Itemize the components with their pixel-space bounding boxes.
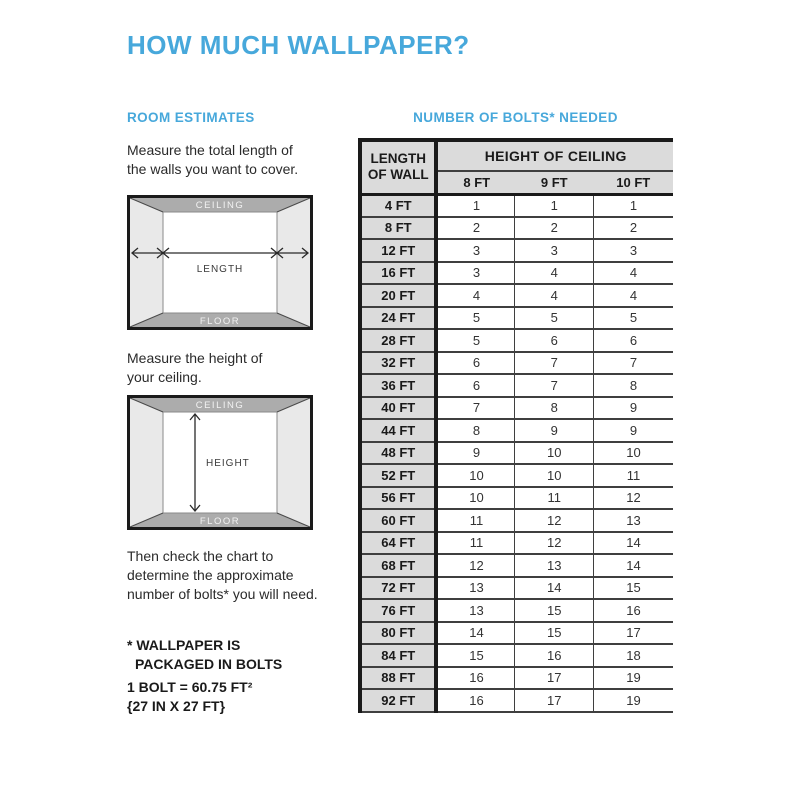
wall-length-label: 84 FT xyxy=(360,644,436,667)
wall-length-label: 24 FT xyxy=(360,307,436,330)
bolts-cell-8ft: 11 xyxy=(436,509,515,532)
bolts-cell-10ft: 1 xyxy=(593,194,673,217)
table-row xyxy=(360,397,673,420)
table-row xyxy=(360,667,673,690)
ceiling-label: CEILING xyxy=(195,400,245,411)
wall-length-label: 16 FT xyxy=(360,262,436,285)
wall-length-label: 72 FT xyxy=(360,577,436,600)
bolts-cell-8ft: 1 xyxy=(436,194,515,217)
bolts-cell-8ft: 8 xyxy=(436,419,515,442)
left-wall xyxy=(130,198,163,327)
right-wall xyxy=(277,398,310,527)
wall-length-label: 60 FT xyxy=(360,509,436,532)
bolts-cell-8ft: 11 xyxy=(436,532,515,555)
bolts-cell-10ft: 2 xyxy=(593,217,673,240)
table-row xyxy=(360,689,673,712)
step2-instruction xyxy=(127,349,337,387)
page-title: HOW MUCH WALLPAPER? xyxy=(127,30,470,60)
bolts-cell-10ft: 3 xyxy=(593,239,673,262)
table-group-header-row xyxy=(360,140,673,171)
bolts-cell-10ft: 11 xyxy=(593,464,673,487)
bolts-cell-10ft: 12 xyxy=(593,487,673,510)
bolts-cell-8ft: 2 xyxy=(436,217,515,240)
bolts-cell-10ft: 5 xyxy=(593,307,673,330)
wall-length-label: 52 FT xyxy=(360,464,436,487)
bolts-cell-9ft: 15 xyxy=(515,599,594,622)
step3-instruction xyxy=(127,547,357,604)
table-row xyxy=(360,509,673,532)
bolts-cell-9ft: 4 xyxy=(515,284,594,307)
row-header-line2: OF WALL xyxy=(367,167,429,183)
bolts-cell-8ft: 16 xyxy=(436,689,515,712)
bolts-cell-8ft: 10 xyxy=(436,487,515,510)
height-label: HEIGHT xyxy=(206,458,250,469)
floor-label: FLOOR xyxy=(199,316,241,327)
table-row xyxy=(360,217,673,240)
bolts-cell-9ft: 1 xyxy=(515,194,594,217)
bolts-cell-8ft: 15 xyxy=(436,644,515,667)
wall-length-label: 56 FT xyxy=(360,487,436,510)
bolts-cell-8ft: 16 xyxy=(436,667,515,690)
back-wall xyxy=(163,212,277,313)
column-header-8ft: 8 FT xyxy=(436,171,515,194)
wallpaper-bolts-footnote xyxy=(127,636,282,674)
bolts-cell-9ft: 12 xyxy=(515,532,594,555)
wall-length-label: 76 FT xyxy=(360,599,436,622)
wall-length-label: 8 FT xyxy=(360,217,436,240)
step1-instruction xyxy=(127,141,337,179)
bolts-cell-8ft: 4 xyxy=(436,284,515,307)
wall-length-label: 12 FT xyxy=(360,239,436,262)
footnote-line2: PACKAGED IN BOLTS xyxy=(135,656,283,672)
bolts-cell-8ft: 14 xyxy=(436,622,515,645)
wall-length-label: 88 FT xyxy=(360,667,436,690)
bolts-cell-9ft: 11 xyxy=(515,487,594,510)
wall-length-label: 80 FT xyxy=(360,622,436,645)
bolts-cell-8ft: 9 xyxy=(436,442,515,465)
bolts-cell-10ft: 4 xyxy=(593,284,673,307)
table-row xyxy=(360,329,673,352)
table-row xyxy=(360,487,673,510)
bolts-cell-9ft: 10 xyxy=(515,442,594,465)
bolts-cell-10ft: 9 xyxy=(593,397,673,420)
column-header-10ft: 10 FT xyxy=(593,171,673,194)
bolts-cell-9ft: 2 xyxy=(515,217,594,240)
wall-length-label: 40 FT xyxy=(360,397,436,420)
wall-length-label: 64 FT xyxy=(360,532,436,555)
step3-line2: determine the approximate xyxy=(127,567,294,583)
bolts-cell-10ft: 16 xyxy=(593,599,673,622)
bolts-cell-8ft: 10 xyxy=(436,464,515,487)
bolts-cell-8ft: 12 xyxy=(436,554,515,577)
table-row xyxy=(360,419,673,442)
table-row xyxy=(360,239,673,262)
bolts-cell-8ft: 13 xyxy=(436,599,515,622)
bolts-cell-10ft: 17 xyxy=(593,622,673,645)
bolts-cell-10ft: 19 xyxy=(593,667,673,690)
bolts-cell-9ft: 8 xyxy=(515,397,594,420)
left-wall xyxy=(130,398,163,527)
bolts-cell-8ft: 6 xyxy=(436,352,515,375)
wall-length-label: 68 FT xyxy=(360,554,436,577)
bolts-cell-10ft: 8 xyxy=(593,374,673,397)
bolts-cell-9ft: 17 xyxy=(515,667,594,690)
bolts-cell-8ft: 6 xyxy=(436,374,515,397)
wall-length-label: 36 FT xyxy=(360,374,436,397)
bolt-note-line2: {27 IN X 27 FT} xyxy=(127,698,226,714)
height-of-ceiling-header: HEIGHT OF CEILING xyxy=(436,140,673,171)
step2-line2: your ceiling. xyxy=(127,369,202,385)
step2-line1: Measure the height of xyxy=(127,350,263,366)
bolts-cell-10ft: 9 xyxy=(593,419,673,442)
wall-length-label: 92 FT xyxy=(360,689,436,712)
bolts-cell-8ft: 5 xyxy=(436,329,515,352)
table-row xyxy=(360,532,673,555)
table-row xyxy=(360,644,673,667)
bolts-cell-9ft: 7 xyxy=(515,352,594,375)
bolts-table-heading: NUMBER OF BOLTS* NEEDED xyxy=(413,110,618,125)
table-row xyxy=(360,284,673,307)
bolts-cell-10ft: 14 xyxy=(593,554,673,577)
bolts-cell-8ft: 7 xyxy=(436,397,515,420)
bolts-cell-9ft: 12 xyxy=(515,509,594,532)
table-row xyxy=(360,194,673,217)
footnote-line1: * WALLPAPER IS xyxy=(127,637,241,653)
bolts-needed-table xyxy=(358,138,673,713)
wall-length-label: 48 FT xyxy=(360,442,436,465)
ceiling-label: CEILING xyxy=(195,200,245,211)
bolts-cell-9ft: 13 xyxy=(515,554,594,577)
step1-line2: the walls you want to cover. xyxy=(127,161,299,177)
wall-length-label: 32 FT xyxy=(360,352,436,375)
bolts-cell-10ft: 13 xyxy=(593,509,673,532)
wall-length-label: 4 FT xyxy=(360,194,436,217)
table-row xyxy=(360,599,673,622)
bolts-cell-8ft: 3 xyxy=(436,262,515,285)
table-row xyxy=(360,464,673,487)
table-row xyxy=(360,442,673,465)
bolts-cell-10ft: 19 xyxy=(593,689,673,712)
row-header-line1: LENGTH xyxy=(370,151,426,167)
length-of-wall-header xyxy=(360,140,436,194)
room-length-diagram xyxy=(127,195,313,330)
bolts-cell-9ft: 4 xyxy=(515,262,594,285)
bolts-cell-10ft: 7 xyxy=(593,352,673,375)
bolts-cell-9ft: 7 xyxy=(515,374,594,397)
bolts-cell-9ft: 16 xyxy=(515,644,594,667)
bolts-cell-10ft: 6 xyxy=(593,329,673,352)
step1-line1: Measure the total length of xyxy=(127,142,293,158)
bolts-cell-9ft: 17 xyxy=(515,689,594,712)
length-label: LENGTH xyxy=(196,264,244,275)
table-row xyxy=(360,622,673,645)
table-row xyxy=(360,307,673,330)
right-wall xyxy=(277,198,310,327)
bolts-cell-8ft: 5 xyxy=(436,307,515,330)
bolts-cell-10ft: 10 xyxy=(593,442,673,465)
column-header-9ft: 9 FT xyxy=(515,171,594,194)
room-height-diagram xyxy=(127,395,313,530)
table-row xyxy=(360,374,673,397)
bolts-cell-10ft: 18 xyxy=(593,644,673,667)
bolts-cell-10ft: 14 xyxy=(593,532,673,555)
wall-length-label: 28 FT xyxy=(360,329,436,352)
table-row xyxy=(360,352,673,375)
bolt-note-line1: 1 BOLT = 60.75 FT² xyxy=(127,679,253,695)
step3-line3: number of bolts* you will need. xyxy=(127,586,318,602)
room-estimates-heading: ROOM ESTIMATES xyxy=(127,110,255,125)
bolts-cell-9ft: 9 xyxy=(515,419,594,442)
table-row xyxy=(360,577,673,600)
bolts-cell-10ft: 15 xyxy=(593,577,673,600)
wall-length-label: 20 FT xyxy=(360,284,436,307)
bolts-cell-8ft: 3 xyxy=(436,239,515,262)
bolts-cell-10ft: 4 xyxy=(593,262,673,285)
floor-label: FLOOR xyxy=(199,516,241,527)
bolts-cell-9ft: 14 xyxy=(515,577,594,600)
step3-line1: Then check the chart to xyxy=(127,548,274,564)
table-row xyxy=(360,262,673,285)
wall-length-label: 44 FT xyxy=(360,419,436,442)
bolts-cell-8ft: 13 xyxy=(436,577,515,600)
bolts-cell-9ft: 6 xyxy=(515,329,594,352)
bolts-cell-9ft: 15 xyxy=(515,622,594,645)
bolts-cell-9ft: 10 xyxy=(515,464,594,487)
bolts-cell-9ft: 3 xyxy=(515,239,594,262)
bolt-size-note xyxy=(127,678,252,716)
bolts-cell-9ft: 5 xyxy=(515,307,594,330)
table-row xyxy=(360,554,673,577)
